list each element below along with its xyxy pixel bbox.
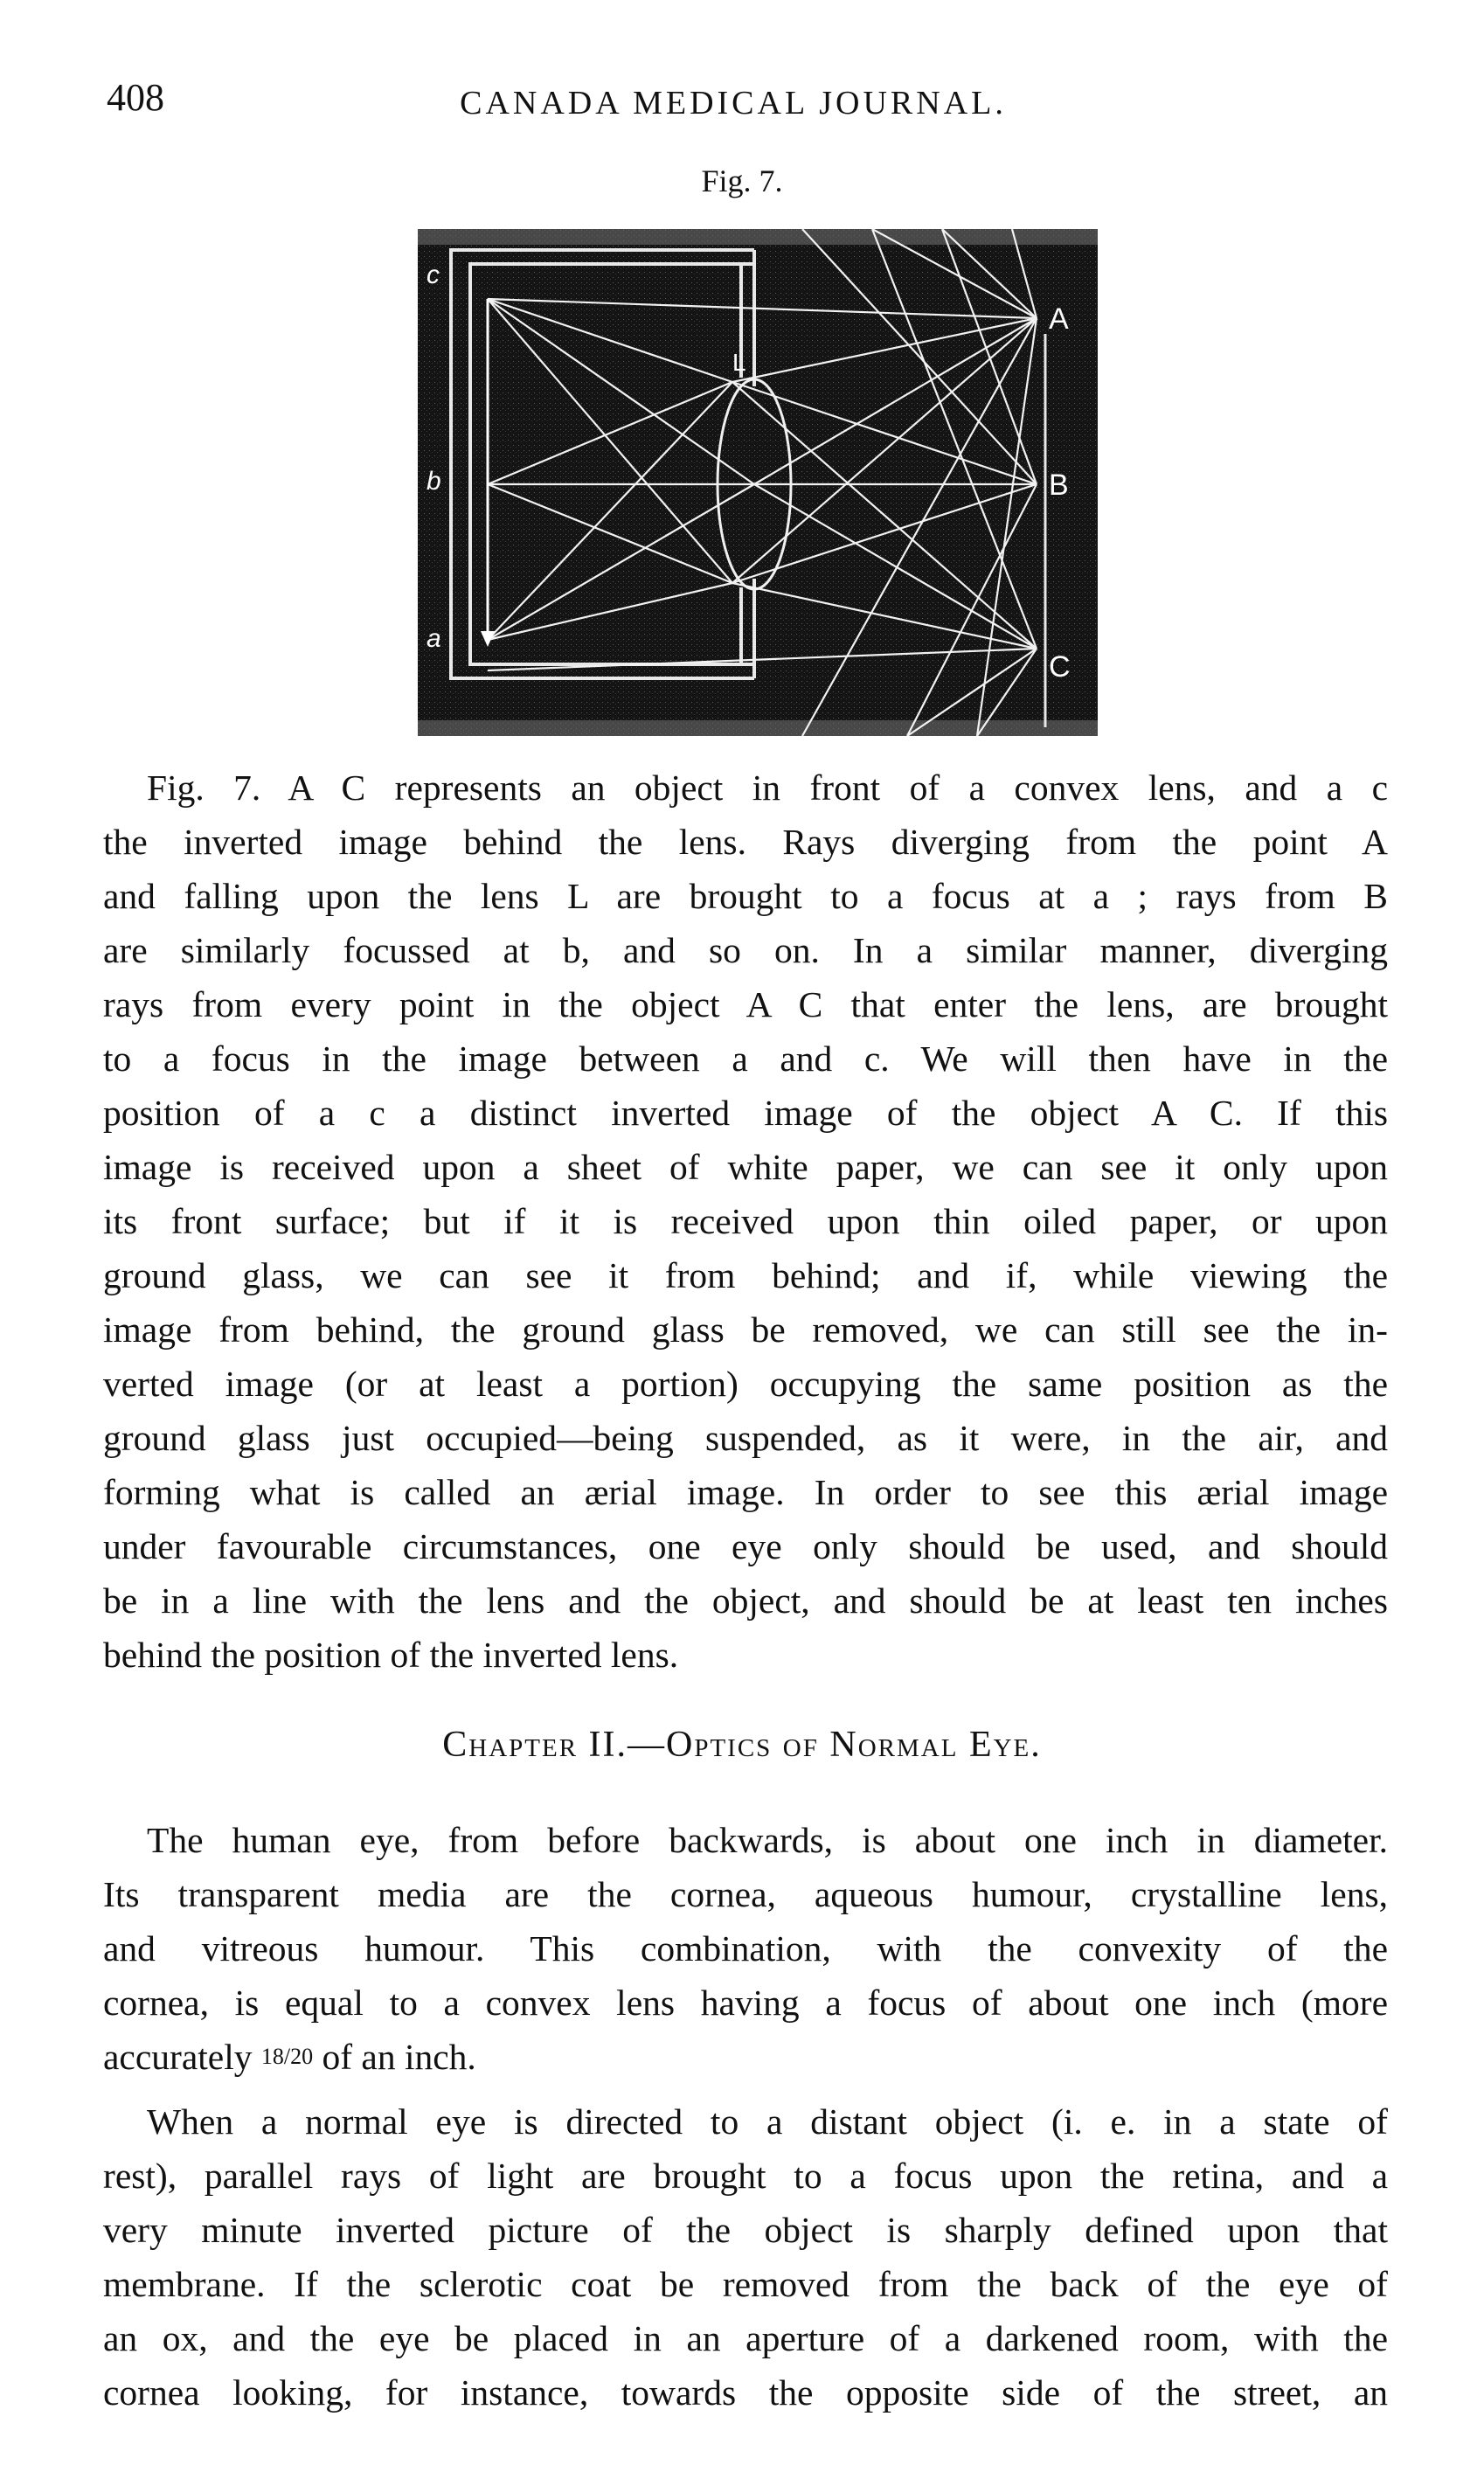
caption-line: are similarly focussed at b, and so on. In a similar manner, diverging: [103, 930, 1388, 970]
label-a: a: [426, 624, 441, 653]
body-line: cornea, is equal to a convex lens having a focus of about one inch (more: [103, 1983, 1388, 2023]
body-text-p1-final: [103, 2030, 1388, 2084]
body-line: membrane. If the sclerotic coat be removed from the back of the eye of: [103, 2264, 1388, 2304]
label-c: c: [426, 260, 440, 289]
caption-line: rays from every point in the object A C that enter the lens, are brought: [103, 984, 1388, 1024]
lens-ray-diagram: [418, 229, 1098, 736]
label-b: b: [426, 467, 441, 496]
fraction-tail: of an inch.: [322, 2037, 476, 2077]
label-B: B: [1049, 469, 1069, 502]
label-A: A: [1049, 302, 1069, 336]
caption-line: forming what is called an ærial image. In order to see this ærial image: [103, 1472, 1388, 1512]
body-line: very minute inverted picture of the object is sharply defined upon that: [103, 2210, 1388, 2250]
caption-line: position of a c a distinct inverted image of the object A C. If this: [103, 1093, 1388, 1133]
caption-line: to a focus in the image between a and c. We will then have in the: [103, 1038, 1388, 1079]
caption-line: the inverted image behind the lens. Rays diverging from the point A: [103, 822, 1388, 862]
caption-line: ground glass, we can see it from behind; and if, while viewing the: [103, 1255, 1388, 1295]
figure-caption-top: Fig. 7.: [701, 163, 783, 198]
label-L: L: [732, 349, 746, 376]
body-line: cornea looking, for instance, towards the opposite side of the street, an: [103, 2372, 1388, 2413]
caption-line: image from behind, the ground glass be removed, we can still see the in-: [103, 1309, 1388, 1350]
page-number: 408: [107, 76, 164, 119]
body-line: When a normal eye is directed to a distant object (i. e. in a state of: [147, 2101, 1388, 2142]
caption-line: its front surface; but if it is received upon thin oiled paper, or upon: [103, 1201, 1388, 1241]
running-head: [0, 84, 1484, 122]
caption-line: be in a line with the lens and the object, and should be at least ten inches: [103, 1580, 1388, 1621]
body-line: Its transparent media are the cornea, aqueous humour, crystalline lens,: [103, 1874, 1388, 1914]
caption-line: behind the position of the inverted lens.: [103, 1635, 679, 1675]
caption-line: Fig. 7. A C represents an object in front of a convex lens, and a c: [147, 767, 1388, 808]
caption-line: and falling upon the lens L are brought to a focus at a ; rays from B: [103, 876, 1388, 916]
body-line: and vitreous humour. This combination, with the convexity of the: [103, 1928, 1388, 1969]
caption-line: verted image (or at least a portion) occupying the same position as the: [103, 1364, 1388, 1404]
running-title: CANADA MEDICAL JOURNAL.: [460, 85, 1007, 122]
caption-line: under favourable circumstances, one eye only should be used, and should: [103, 1526, 1388, 1566]
label-C: C: [1049, 650, 1071, 684]
body-line: The human eye, from before backwards, is about one inch in diameter.: [147, 1820, 1388, 1860]
caption-line: ground glass just occupied—being suspended, as it were, in the air, and: [103, 1418, 1388, 1458]
fraction: 18/20: [260, 2044, 314, 2069]
body-line: an ox, and the eye be placed in an aperture of a darkened room, with the: [103, 2318, 1388, 2358]
body-line: rest), parallel rays of light are brought to a focus upon the retina, and a: [103, 2156, 1388, 2196]
figure-7: [418, 229, 1098, 736]
accurately-word: accurately: [103, 2037, 253, 2077]
chapter-heading: Chapter II.—Optics of Normal Eye.: [442, 1725, 1042, 1765]
caption-line: image is received upon a sheet of white paper, we can see it only upon: [103, 1147, 1388, 1187]
